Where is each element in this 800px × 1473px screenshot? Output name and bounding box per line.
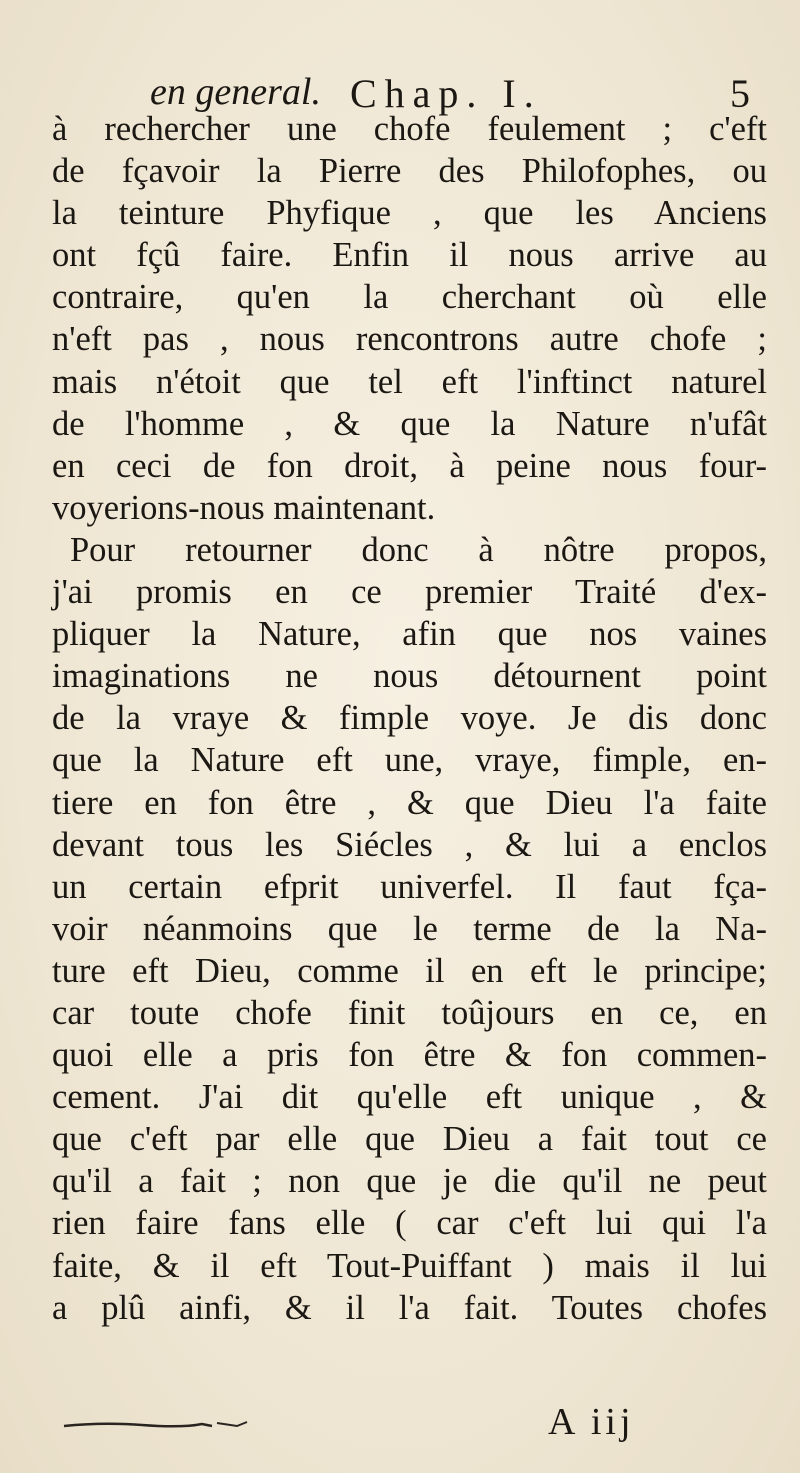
text-line: ture eft Dieu, comme il en eft le principe; bbox=[52, 951, 767, 990]
text-line: devant tous les Siécles , & lui a enclos bbox=[52, 825, 767, 864]
text-line: de fçavoir la Pierre des Philofophes, ou bbox=[52, 152, 767, 191]
text-line: tiere en fon être , & que Dieu l'a faite bbox=[52, 783, 767, 822]
text-line: car toute chofe finit toûjours en ce, en bbox=[52, 993, 767, 1032]
text-line: un certain efprit univerfel. Il faut fça- bbox=[52, 867, 767, 906]
text-line: voir néanmoins que le terme de la Na- bbox=[52, 909, 767, 948]
text-line: en ceci de fon droit, à peine nous four- bbox=[52, 446, 767, 485]
body-text bbox=[52, 108, 767, 1329]
page-footer bbox=[50, 1400, 765, 1450]
signature-mark: A iij bbox=[548, 1401, 635, 1443]
text-line: Pour retourner donc à nôtre propos, bbox=[70, 530, 767, 569]
chapter-heading: Chap. I. bbox=[350, 71, 542, 116]
text-line: j'ai promis en ce premier Traité d'ex- bbox=[52, 573, 767, 612]
text-line: qu'il a fait ; non que je die qu'il ne peut bbox=[52, 1162, 767, 1201]
text-line: que c'eft par elle que Dieu a fait tout ce bbox=[52, 1120, 767, 1159]
text-line: n'eft pas , nous rencontrons autre chofe ; bbox=[52, 320, 767, 359]
printer-ornament-mark bbox=[62, 1420, 262, 1430]
text-line: de l'homme , & que la Nature n'ufât bbox=[52, 404, 767, 443]
text-line: à rechercher une chofe feulement ; c'eft bbox=[52, 110, 767, 148]
text-line: la teinture Phyfique , que les Anciens bbox=[52, 194, 767, 233]
text-line: rien faire fans elle ( car c'eft lui qui l'a bbox=[52, 1204, 767, 1243]
text-line: imaginations ne nous détournent point bbox=[52, 657, 767, 696]
text-line: faite, & il eft Tout-Puiffant ) mais il lui bbox=[52, 1246, 767, 1285]
text-line: de la vraye & fimple voye. Je dis donc bbox=[52, 699, 767, 738]
text-line: que la Nature eft une, vraye, fimple, en- bbox=[52, 741, 767, 780]
text-line: quoi elle a pris fon être & fon commen- bbox=[52, 1036, 767, 1075]
text-line: ont fçû faire. Enfin il nous arrive au bbox=[52, 236, 767, 275]
running-title: en general. bbox=[150, 71, 321, 113]
text-line: cement. J'ai dit qu'elle eft unique , & bbox=[52, 1078, 767, 1117]
text-line: mais n'étoit que tel eft l'inftinct naturel bbox=[52, 362, 767, 401]
text-line: a plû ainfi, & il l'a fait. Toutes chofes bbox=[52, 1288, 767, 1327]
text-line: voyerions-nous maintenant. bbox=[52, 488, 436, 527]
text-line: contraire, qu'en la cherchant où elle bbox=[52, 278, 767, 317]
page-number: 5 bbox=[730, 71, 750, 116]
text-line: pliquer la Nature, afin que nos vaines bbox=[52, 615, 767, 654]
